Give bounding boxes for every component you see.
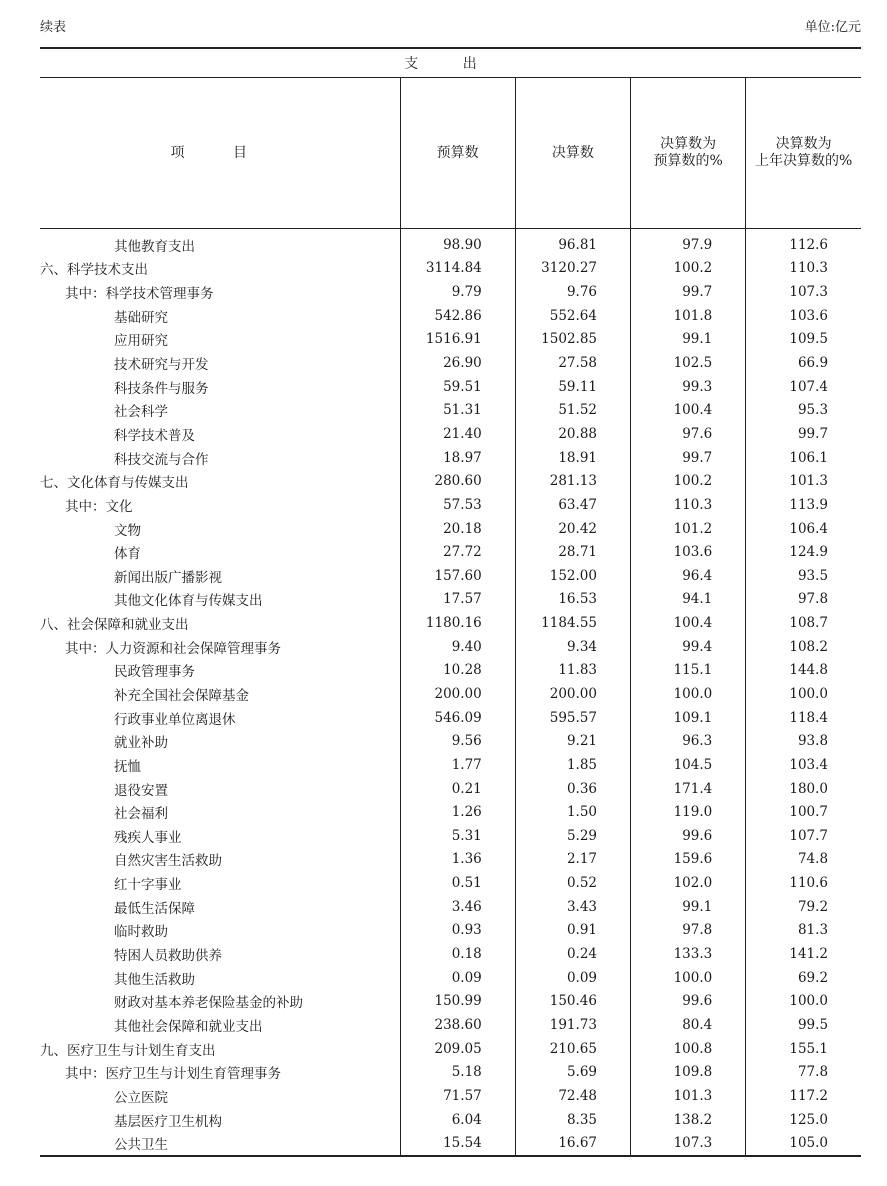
row-pct-budget: 110.3 bbox=[631, 493, 746, 517]
table-row bbox=[40, 848, 861, 872]
row-item-name: 民政管理事务 bbox=[114, 664, 195, 681]
table-row bbox=[40, 1060, 861, 1084]
table-body bbox=[40, 229, 861, 1156]
row-budget-value: 51.31 bbox=[400, 398, 515, 422]
row-pct-budget: 96.3 bbox=[631, 729, 746, 753]
section-header-expenditure: 支 出 bbox=[40, 48, 861, 78]
row-final-value: 0.52 bbox=[515, 871, 630, 895]
row-item-name: 其他生活救助 bbox=[114, 971, 195, 988]
row-pct-budget: 99.7 bbox=[631, 280, 746, 304]
row-pct-budget: 99.6 bbox=[631, 824, 746, 848]
table-row bbox=[40, 990, 861, 1014]
row-pct-budget: 109.1 bbox=[631, 706, 746, 730]
row-pct-prev: 180.0 bbox=[746, 777, 861, 801]
row-pct-budget: 97.9 bbox=[631, 229, 746, 257]
row-pct-budget: 101.3 bbox=[631, 1084, 746, 1108]
row-item-name: 财政对基本养老保险基金的补助 bbox=[114, 995, 303, 1012]
row-final-value: 152.00 bbox=[515, 564, 630, 588]
row-item-name: 特困人员救助供养 bbox=[114, 948, 222, 965]
row-final-value: 3120.27 bbox=[515, 257, 630, 281]
row-final-value: 72.48 bbox=[515, 1084, 630, 1108]
row-pct-prev: 103.6 bbox=[746, 304, 861, 328]
row-final-value: 595.57 bbox=[515, 706, 630, 730]
row-pct-prev: 106.4 bbox=[746, 517, 861, 541]
row-pct-prev: 107.4 bbox=[746, 375, 861, 399]
row-final-value: 191.73 bbox=[515, 1013, 630, 1037]
row-pct-prev: 110.3 bbox=[746, 257, 861, 281]
col-header-pct-budget: 决算数为 预算数的% bbox=[631, 78, 746, 229]
row-budget-value: 5.18 bbox=[400, 1060, 515, 1084]
row-budget-value: 280.60 bbox=[400, 469, 515, 493]
row-pct-budget: 100.4 bbox=[631, 611, 746, 635]
expenditure-table bbox=[40, 47, 861, 1157]
row-item-name: 六、科学技术支出 bbox=[40, 262, 148, 279]
row-budget-value: 20.18 bbox=[400, 517, 515, 541]
row-pct-budget: 102.0 bbox=[631, 871, 746, 895]
row-budget-value: 17.57 bbox=[400, 588, 515, 612]
row-final-value: 2.17 bbox=[515, 848, 630, 872]
row-budget-value: 98.90 bbox=[400, 229, 515, 257]
row-item-name: 残疾人事业 bbox=[114, 829, 182, 846]
row-budget-value: 0.93 bbox=[400, 919, 515, 943]
row-pct-prev: 97.8 bbox=[746, 588, 861, 612]
table-row bbox=[40, 942, 861, 966]
row-item-name: 最低生活保障 bbox=[114, 900, 195, 917]
row-budget-value: 542.86 bbox=[400, 304, 515, 328]
row-final-value: 150.46 bbox=[515, 990, 630, 1014]
row-pct-prev: 69.2 bbox=[746, 966, 861, 990]
row-budget-value: 21.40 bbox=[400, 422, 515, 446]
row-budget-value: 546.09 bbox=[400, 706, 515, 730]
row-final-value: 20.42 bbox=[515, 517, 630, 541]
row-pct-prev: 100.7 bbox=[746, 800, 861, 824]
row-pct-prev: 141.2 bbox=[746, 942, 861, 966]
row-final-value: 16.67 bbox=[515, 1131, 630, 1156]
row-budget-value: 57.53 bbox=[400, 493, 515, 517]
row-pct-prev: 107.3 bbox=[746, 280, 861, 304]
row-pct-budget: 119.0 bbox=[631, 800, 746, 824]
row-pct-budget: 100.2 bbox=[631, 469, 746, 493]
row-budget-value: 5.31 bbox=[400, 824, 515, 848]
row-pct-prev: 105.0 bbox=[746, 1131, 861, 1156]
row-final-value: 28.71 bbox=[515, 540, 630, 564]
row-pct-budget: 100.8 bbox=[631, 1037, 746, 1061]
row-pct-prev: 100.0 bbox=[746, 682, 861, 706]
row-final-value: 18.91 bbox=[515, 446, 630, 470]
row-budget-value: 9.56 bbox=[400, 729, 515, 753]
row-final-value: 552.64 bbox=[515, 304, 630, 328]
row-pct-budget: 107.3 bbox=[631, 1131, 746, 1156]
row-item-name: 文物 bbox=[114, 522, 141, 539]
table-row bbox=[40, 753, 861, 777]
table-row bbox=[40, 540, 861, 564]
row-pct-prev: 100.0 bbox=[746, 990, 861, 1014]
row-pct-budget: 138.2 bbox=[631, 1108, 746, 1132]
row-item-name: 自然灾害生活救助 bbox=[114, 853, 222, 870]
row-final-value: 1502.85 bbox=[515, 328, 630, 352]
table-row bbox=[40, 777, 861, 801]
row-item-name: 就业补助 bbox=[114, 735, 168, 752]
row-item-name: 科学技术普及 bbox=[114, 427, 195, 444]
row-pct-prev: 95.3 bbox=[746, 398, 861, 422]
col-header-item: 项 目 bbox=[40, 78, 400, 229]
row-final-value: 1184.55 bbox=[515, 611, 630, 635]
unit-label: 单位:亿元 bbox=[804, 20, 861, 35]
row-budget-value: 1180.16 bbox=[400, 611, 515, 635]
row-budget-value: 209.05 bbox=[400, 1037, 515, 1061]
row-budget-value: 3114.84 bbox=[400, 257, 515, 281]
row-budget-value: 150.99 bbox=[400, 990, 515, 1014]
table-row bbox=[40, 871, 861, 895]
row-budget-value: 18.97 bbox=[400, 446, 515, 470]
row-final-value: 20.88 bbox=[515, 422, 630, 446]
row-pct-budget: 104.5 bbox=[631, 753, 746, 777]
table-row bbox=[40, 280, 861, 304]
table-row bbox=[40, 469, 861, 493]
row-pct-prev: 125.0 bbox=[746, 1108, 861, 1132]
row-item-name: 九、医疗卫生与计划生育支出 bbox=[40, 1042, 216, 1059]
row-pct-budget: 99.1 bbox=[631, 328, 746, 352]
row-budget-value: 0.18 bbox=[400, 942, 515, 966]
row-item-name: 体育 bbox=[114, 546, 141, 563]
row-item-name: 七、文化体育与传媒支出 bbox=[40, 475, 189, 492]
row-budget-value: 3.46 bbox=[400, 895, 515, 919]
table-row bbox=[40, 375, 861, 399]
row-pct-budget: 101.2 bbox=[631, 517, 746, 541]
row-budget-value: 27.72 bbox=[400, 540, 515, 564]
row-final-value: 210.65 bbox=[515, 1037, 630, 1061]
row-item-name: 科技交流与合作 bbox=[114, 451, 209, 468]
row-final-value: 27.58 bbox=[515, 351, 630, 375]
row-pct-prev: 155.1 bbox=[746, 1037, 861, 1061]
table-row bbox=[40, 800, 861, 824]
row-pct-prev: 81.3 bbox=[746, 919, 861, 943]
row-budget-value: 1516.91 bbox=[400, 328, 515, 352]
row-pct-budget: 101.8 bbox=[631, 304, 746, 328]
row-final-value: 9.34 bbox=[515, 635, 630, 659]
row-pct-budget: 103.6 bbox=[631, 540, 746, 564]
row-pct-budget: 99.4 bbox=[631, 635, 746, 659]
row-budget-value: 6.04 bbox=[400, 1108, 515, 1132]
table-row bbox=[40, 351, 861, 375]
table-row bbox=[40, 659, 861, 683]
row-pct-prev: 107.7 bbox=[746, 824, 861, 848]
row-final-value: 16.53 bbox=[515, 588, 630, 612]
row-item-name: 社会科学 bbox=[114, 404, 168, 421]
row-item-name: 红十字事业 bbox=[114, 877, 182, 894]
row-final-value: 281.13 bbox=[515, 469, 630, 493]
table-row bbox=[40, 588, 861, 612]
row-item-name: 其他文化体育与传媒支出 bbox=[114, 593, 263, 610]
table-row bbox=[40, 1013, 861, 1037]
row-pct-prev: 110.6 bbox=[746, 871, 861, 895]
row-item-name: 行政事业单位离退休 bbox=[114, 711, 236, 728]
row-pct-budget: 109.8 bbox=[631, 1060, 746, 1084]
row-item-name: 其中：人力资源和社会保障管理事务 bbox=[65, 640, 281, 657]
row-item-name: 八、社会保障和就业支出 bbox=[40, 617, 189, 634]
table-row bbox=[40, 966, 861, 990]
row-final-value: 3.43 bbox=[515, 895, 630, 919]
row-item-name: 社会福利 bbox=[114, 806, 168, 823]
row-pct-prev: 93.8 bbox=[746, 729, 861, 753]
row-final-value: 51.52 bbox=[515, 398, 630, 422]
row-pct-budget: 80.4 bbox=[631, 1013, 746, 1037]
row-pct-budget: 133.3 bbox=[631, 942, 746, 966]
row-pct-budget: 97.8 bbox=[631, 919, 746, 943]
row-item-name: 其他社会保障和就业支出 bbox=[114, 1018, 263, 1035]
row-final-value: 9.76 bbox=[515, 280, 630, 304]
row-pct-budget: 96.4 bbox=[631, 564, 746, 588]
table-row bbox=[40, 611, 861, 635]
table-row bbox=[40, 257, 861, 281]
table-row bbox=[40, 706, 861, 730]
row-item-name: 基础研究 bbox=[114, 309, 168, 326]
row-budget-value: 200.00 bbox=[400, 682, 515, 706]
row-item-name: 其中：文化 bbox=[65, 498, 133, 515]
row-pct-prev: 112.6 bbox=[746, 229, 861, 257]
table-row bbox=[40, 304, 861, 328]
row-pct-prev: 108.2 bbox=[746, 635, 861, 659]
row-item-name: 公共卫生 bbox=[40, 1131, 400, 1156]
row-pct-budget: 100.0 bbox=[631, 966, 746, 990]
row-pct-prev: 113.9 bbox=[746, 493, 861, 517]
table-row bbox=[40, 517, 861, 541]
row-pct-prev: 144.8 bbox=[746, 659, 861, 683]
row-pct-budget: 100.2 bbox=[631, 257, 746, 281]
table-row bbox=[40, 729, 861, 753]
row-budget-value: 1.26 bbox=[400, 800, 515, 824]
row-final-value: 0.91 bbox=[515, 919, 630, 943]
row-item-name: 科技条件与服务 bbox=[114, 380, 209, 397]
row-final-value: 0.24 bbox=[515, 942, 630, 966]
row-pct-prev: 124.9 bbox=[746, 540, 861, 564]
row-pct-prev: 109.5 bbox=[746, 328, 861, 352]
row-budget-value: 10.28 bbox=[400, 659, 515, 683]
table-row bbox=[40, 328, 861, 352]
table-row bbox=[40, 895, 861, 919]
table-row bbox=[40, 1084, 861, 1108]
row-item-name: 公立医院 bbox=[114, 1089, 168, 1106]
row-final-value: 9.21 bbox=[515, 729, 630, 753]
row-final-value: 63.47 bbox=[515, 493, 630, 517]
row-budget-value: 15.54 bbox=[400, 1131, 515, 1156]
table-row bbox=[40, 229, 861, 257]
row-pct-budget: 115.1 bbox=[631, 659, 746, 683]
row-item-name: 基层医疗卫生机构 bbox=[114, 1113, 222, 1130]
row-pct-prev: 77.8 bbox=[746, 1060, 861, 1084]
row-final-value: 5.29 bbox=[515, 824, 630, 848]
row-pct-prev: 99.5 bbox=[746, 1013, 861, 1037]
row-item-name: 其他教育支出 bbox=[114, 238, 195, 255]
table-row bbox=[40, 446, 861, 470]
table-row bbox=[40, 919, 861, 943]
row-pct-budget: 99.1 bbox=[631, 895, 746, 919]
row-pct-budget: 102.5 bbox=[631, 351, 746, 375]
row-pct-budget: 100.0 bbox=[631, 682, 746, 706]
row-pct-budget: 171.4 bbox=[631, 777, 746, 801]
table-row bbox=[40, 422, 861, 446]
row-budget-value: 1.77 bbox=[400, 753, 515, 777]
row-budget-value: 26.90 bbox=[400, 351, 515, 375]
continued-label: 续表 bbox=[40, 20, 67, 35]
row-final-value: 200.00 bbox=[515, 682, 630, 706]
row-pct-budget: 99.6 bbox=[631, 990, 746, 1014]
table-row bbox=[40, 824, 861, 848]
row-item-name: 补充全国社会保障基金 bbox=[114, 687, 249, 704]
table-row bbox=[40, 398, 861, 422]
row-item-name: 新闻出版广播影视 bbox=[114, 569, 222, 586]
row-final-value: 5.69 bbox=[515, 1060, 630, 1084]
row-budget-value: 0.21 bbox=[400, 777, 515, 801]
row-pct-prev: 79.2 bbox=[746, 895, 861, 919]
row-final-value: 8.35 bbox=[515, 1108, 630, 1132]
table-row bbox=[40, 682, 861, 706]
row-final-value: 11.83 bbox=[515, 659, 630, 683]
row-pct-prev: 93.5 bbox=[746, 564, 861, 588]
row-budget-value: 71.57 bbox=[400, 1084, 515, 1108]
row-pct-budget: 94.1 bbox=[631, 588, 746, 612]
col-header-final: 决算数 bbox=[515, 78, 630, 229]
table-row bbox=[40, 493, 861, 517]
row-pct-budget: 97.6 bbox=[631, 422, 746, 446]
row-final-value: 1.85 bbox=[515, 753, 630, 777]
row-final-value: 59.11 bbox=[515, 375, 630, 399]
row-final-value: 0.36 bbox=[515, 777, 630, 801]
row-item-name: 应用研究 bbox=[114, 333, 168, 350]
row-budget-value: 157.60 bbox=[400, 564, 515, 588]
row-final-value: 0.09 bbox=[515, 966, 630, 990]
table-row bbox=[40, 635, 861, 659]
row-pct-prev: 118.4 bbox=[746, 706, 861, 730]
row-pct-prev: 66.9 bbox=[746, 351, 861, 375]
row-pct-prev: 108.7 bbox=[746, 611, 861, 635]
row-final-value: 96.81 bbox=[515, 229, 630, 257]
row-pct-budget: 100.4 bbox=[631, 398, 746, 422]
row-budget-value: 0.09 bbox=[400, 966, 515, 990]
row-item-name: 退役安置 bbox=[114, 782, 168, 799]
row-item-name: 临时救助 bbox=[114, 924, 168, 941]
row-pct-prev: 99.7 bbox=[746, 422, 861, 446]
row-budget-value: 1.36 bbox=[400, 848, 515, 872]
row-budget-value: 238.60 bbox=[400, 1013, 515, 1037]
col-header-pct-prev: 决算数为 上年决算数的% bbox=[746, 78, 861, 229]
row-pct-prev: 106.1 bbox=[746, 446, 861, 470]
row-pct-prev: 74.8 bbox=[746, 848, 861, 872]
table-row bbox=[40, 564, 861, 588]
row-pct-budget: 99.3 bbox=[631, 375, 746, 399]
row-pct-budget: 99.7 bbox=[631, 446, 746, 470]
row-item-name: 技术研究与开发 bbox=[114, 357, 209, 374]
row-budget-value: 9.40 bbox=[400, 635, 515, 659]
row-pct-budget: 159.6 bbox=[631, 848, 746, 872]
row-budget-value: 59.51 bbox=[400, 375, 515, 399]
row-item-name: 其中：医疗卫生与计划生育管理事务 bbox=[65, 1066, 281, 1083]
row-pct-prev: 117.2 bbox=[746, 1084, 861, 1108]
row-item-name: 其中：科学技术管理事务 bbox=[65, 286, 214, 303]
row-item-name: 抚恤 bbox=[114, 758, 141, 775]
row-budget-value: 0.51 bbox=[400, 871, 515, 895]
table-row bbox=[40, 1108, 861, 1132]
table-row bbox=[40, 1037, 861, 1061]
row-pct-prev: 101.3 bbox=[746, 469, 861, 493]
row-budget-value: 9.79 bbox=[400, 280, 515, 304]
col-header-budget: 预算数 bbox=[400, 78, 515, 229]
row-final-value: 1.50 bbox=[515, 800, 630, 824]
table-row bbox=[40, 1131, 861, 1156]
row-pct-prev: 103.4 bbox=[746, 753, 861, 777]
